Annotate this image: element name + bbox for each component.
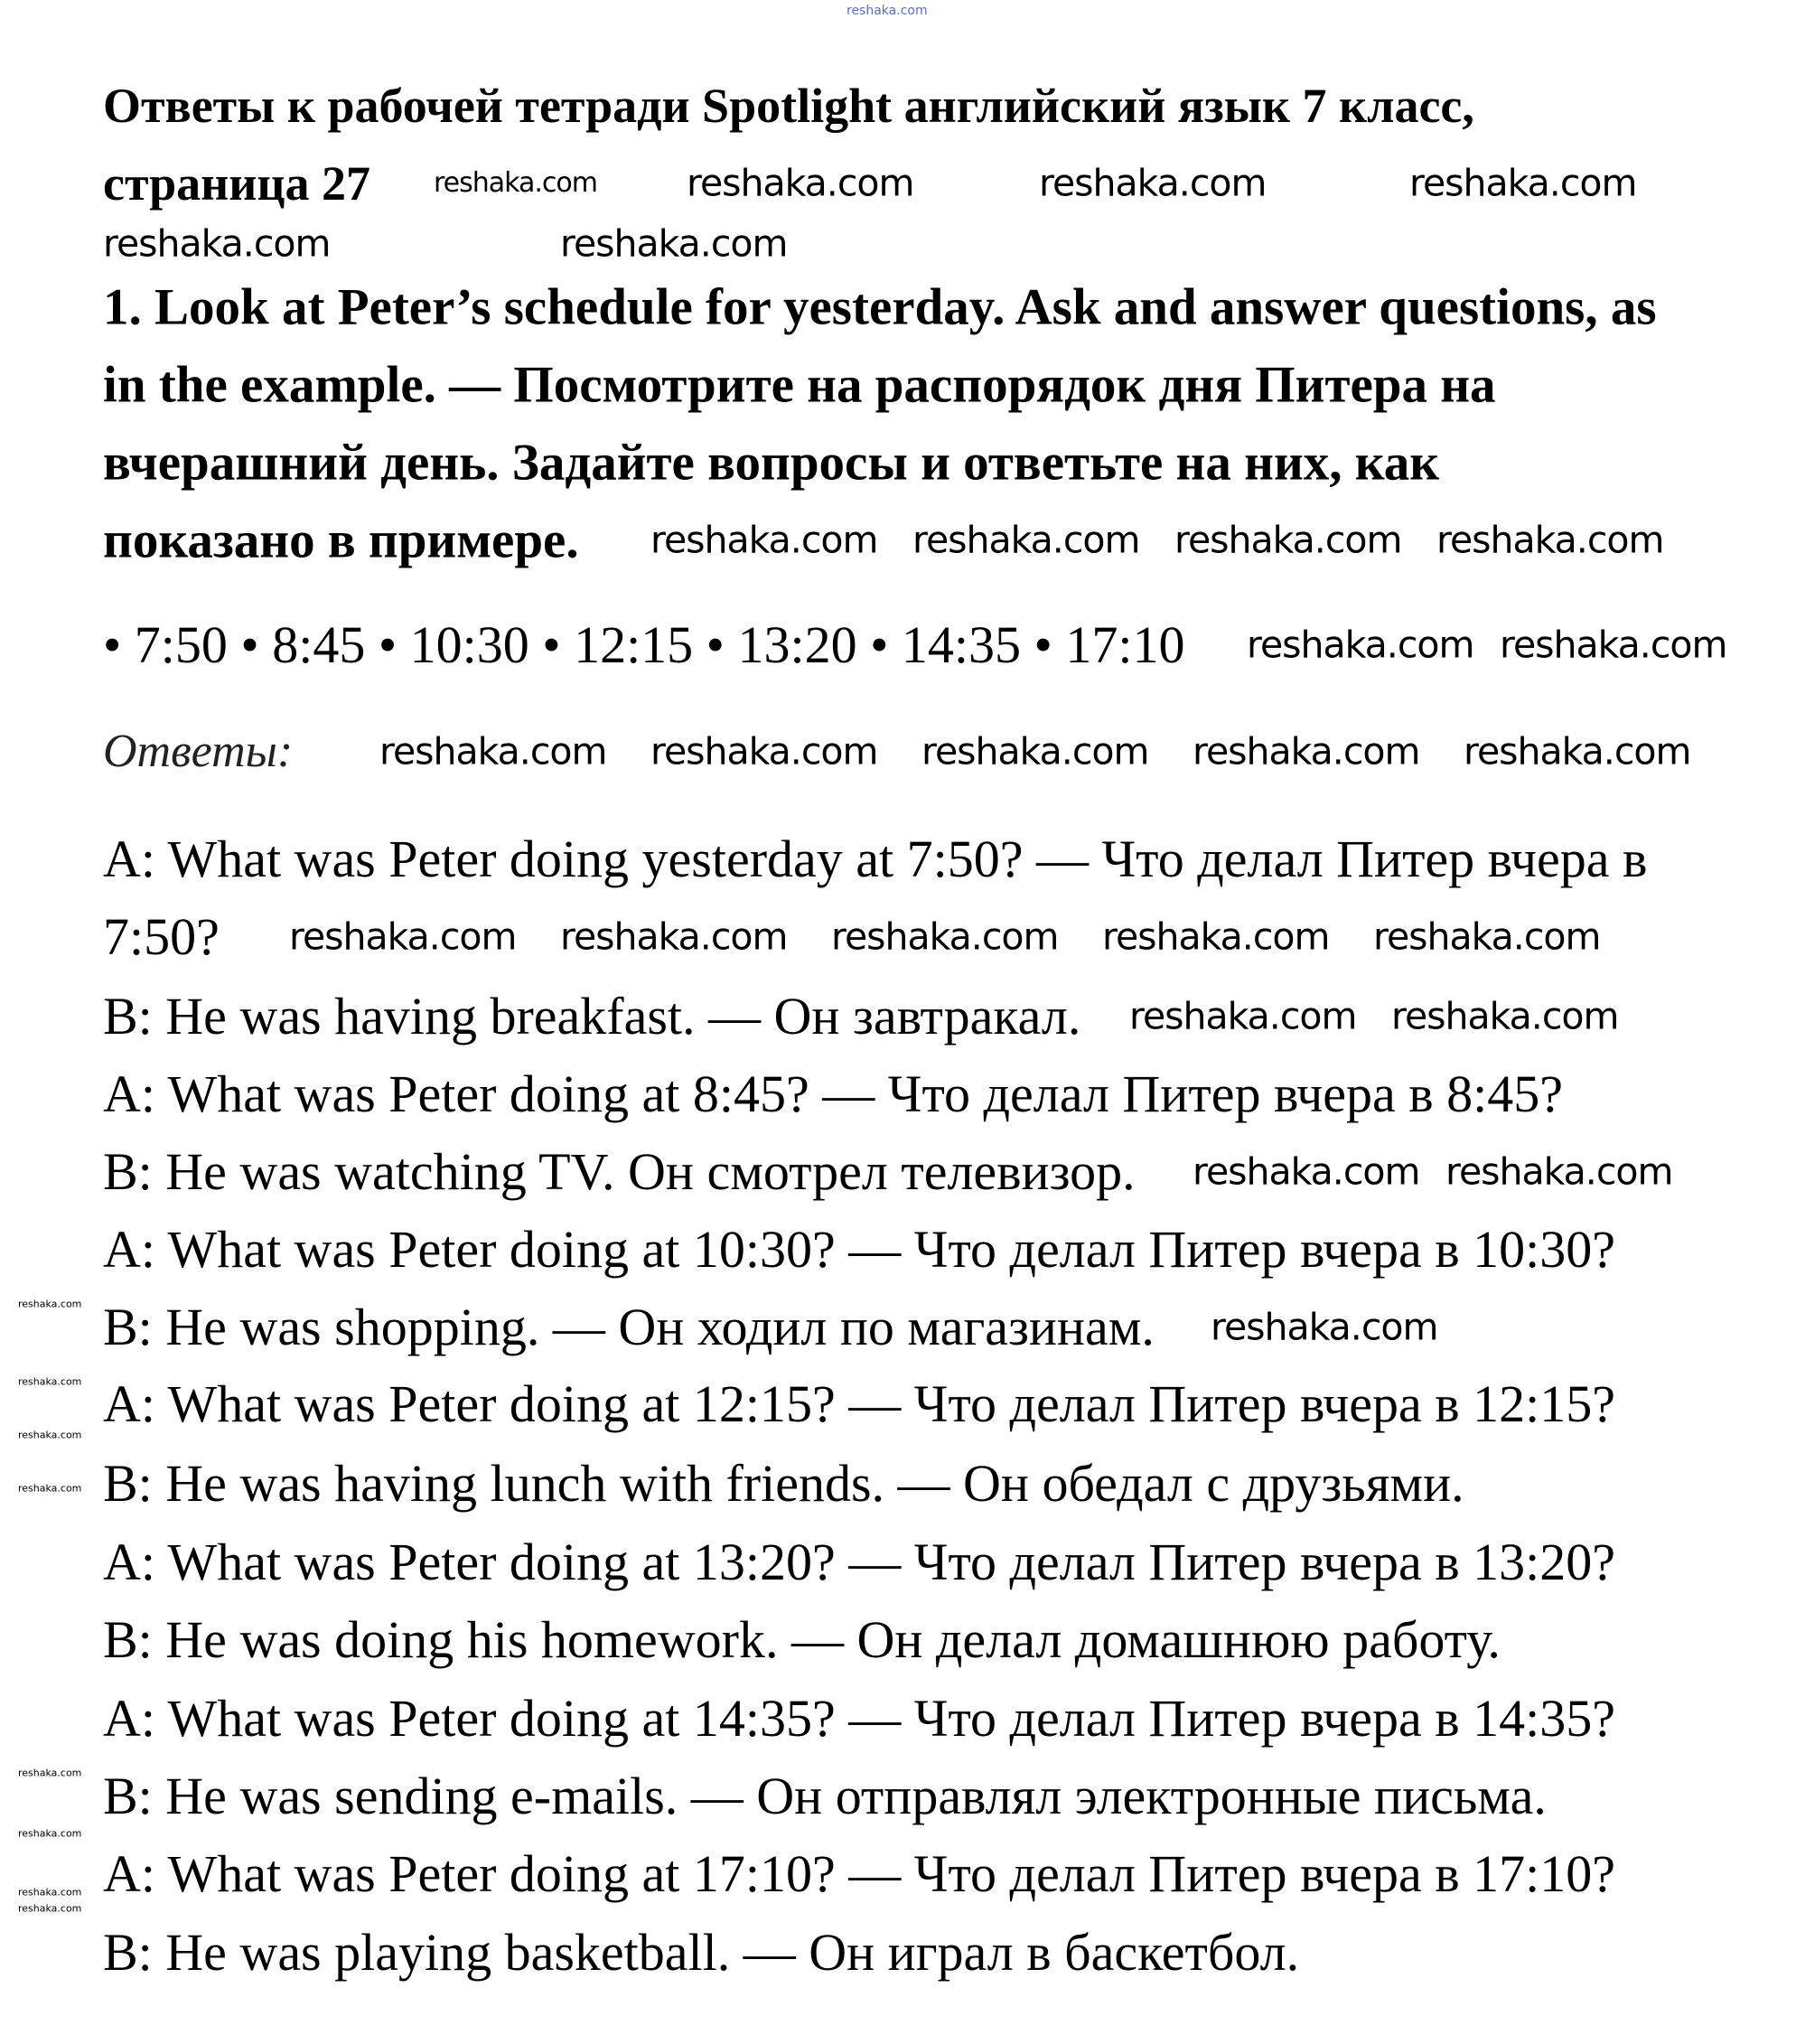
answers-label: Ответы: [103, 726, 294, 777]
answer-line: B: He was doing his homework. — Он делал домашнюю работу. [103, 1610, 1501, 1669]
watermark: reshaka.com [103, 221, 331, 266]
watermark: reshaka.com [1193, 1149, 1420, 1194]
page-title-line-2: страница 27 [103, 156, 371, 211]
answer-line: B: He was having breakfast. — Он завтракал. [103, 987, 1081, 1045]
watermark: reshaka.com [18, 1902, 82, 1915]
answer-line: B: He was playing basketball. — Он играл в баскетбол. [103, 1923, 1300, 1982]
task-heading-line-2: in the example. — Посмотрите на распорядок дня Питера на [103, 356, 1496, 414]
watermark: reshaka.com [921, 729, 1149, 774]
watermark: reshaka.com [379, 729, 607, 774]
watermark: reshaka.com [18, 1375, 82, 1388]
answer-line: A: What was Peter doing at 12:15? — Что делал Питер вчера в 12:15? [103, 1374, 1616, 1433]
watermark: reshaka.com [1102, 914, 1330, 959]
answer-line: B: He was watching TV. Он смотрел телевизор. [103, 1142, 1136, 1201]
answer-line: B: He was having lunch with friends. — Он обедал с друзьями. [103, 1454, 1464, 1513]
watermark: reshaka.com [1247, 623, 1474, 667]
watermark: reshaka.com [1129, 994, 1357, 1038]
watermark: reshaka.com [847, 4, 928, 18]
watermark: reshaka.com [1174, 518, 1402, 562]
watermark: reshaka.com [1039, 161, 1267, 205]
watermark: reshaka.com [1436, 518, 1664, 562]
watermark: reshaka.com [434, 167, 597, 199]
watermark: reshaka.com [1409, 161, 1637, 205]
watermark: reshaka.com [18, 1429, 82, 1441]
watermark: reshaka.com [1193, 729, 1420, 774]
answer-line: A: What was Peter doing at 14:35? — Что делал Питер вчера в 14:35? [103, 1689, 1616, 1748]
watermark: reshaka.com [1464, 729, 1691, 774]
watermark: reshaka.com [18, 1767, 82, 1779]
watermark: reshaka.com [560, 914, 788, 959]
answer-line: A: What was Peter doing at 13:20? — Что делал Питер вчера в 13:20? [103, 1533, 1616, 1591]
watermark: reshaka.com [1500, 623, 1727, 667]
answer-line: A: What was Peter doing yesterday at 7:50? — Что делал Питер вчера в [103, 830, 1648, 888]
watermark: reshaka.com [18, 1298, 82, 1310]
schedule-times: • 7:50 • 8:45 • 10:30 • 12:15 • 13:20 • 14:35 • 17:10 [103, 615, 1185, 674]
watermark: reshaka.com [560, 221, 788, 266]
answer-line: A: What was Peter doing at 8:45? — Что делал Питер вчера в 8:45? [103, 1064, 1564, 1123]
watermark: reshaka.com [18, 1482, 82, 1495]
task-heading-line-1: 1. Look at Peter’s schedule for yesterday. Ask and answer questions, as [103, 278, 1657, 336]
answer-line: B: He was shopping. — Он ходил по магазинам. [103, 1298, 1155, 1356]
watermark: reshaka.com [687, 161, 914, 205]
task-heading-line-4: показано в примере. [103, 511, 579, 569]
watermark: reshaka.com [650, 518, 878, 562]
watermark: reshaka.com [18, 1886, 82, 1899]
watermark: reshaka.com [1391, 994, 1619, 1038]
answer-line: B: He was sending e-mails. — Он отправлял электронные письма. [103, 1767, 1547, 1825]
watermark: reshaka.com [650, 729, 878, 774]
watermark: reshaka.com [1211, 1305, 1438, 1349]
watermark: reshaka.com [912, 518, 1140, 562]
watermark: reshaka.com [289, 914, 517, 959]
watermark: reshaka.com [1445, 1149, 1673, 1194]
watermark: reshaka.com [1373, 914, 1601, 959]
task-heading-line-3: вчерашний день. Задайте вопросы и ответьте на них, как [103, 434, 1440, 492]
answer-line: A: What was Peter doing at 10:30? — Что делал Питер вчера в 10:30? [103, 1220, 1616, 1279]
page-title-line-1: Ответы к рабочей тетради Spotlight английский язык 7 класс, [103, 79, 1474, 133]
answer-line: A: What was Peter doing at 17:10? — Что делал Питер вчера в 17:10? [103, 1844, 1616, 1903]
watermark: reshaka.com [18, 1827, 82, 1840]
watermark: reshaka.com [831, 914, 1059, 959]
answer-line: 7:50? [103, 907, 220, 966]
